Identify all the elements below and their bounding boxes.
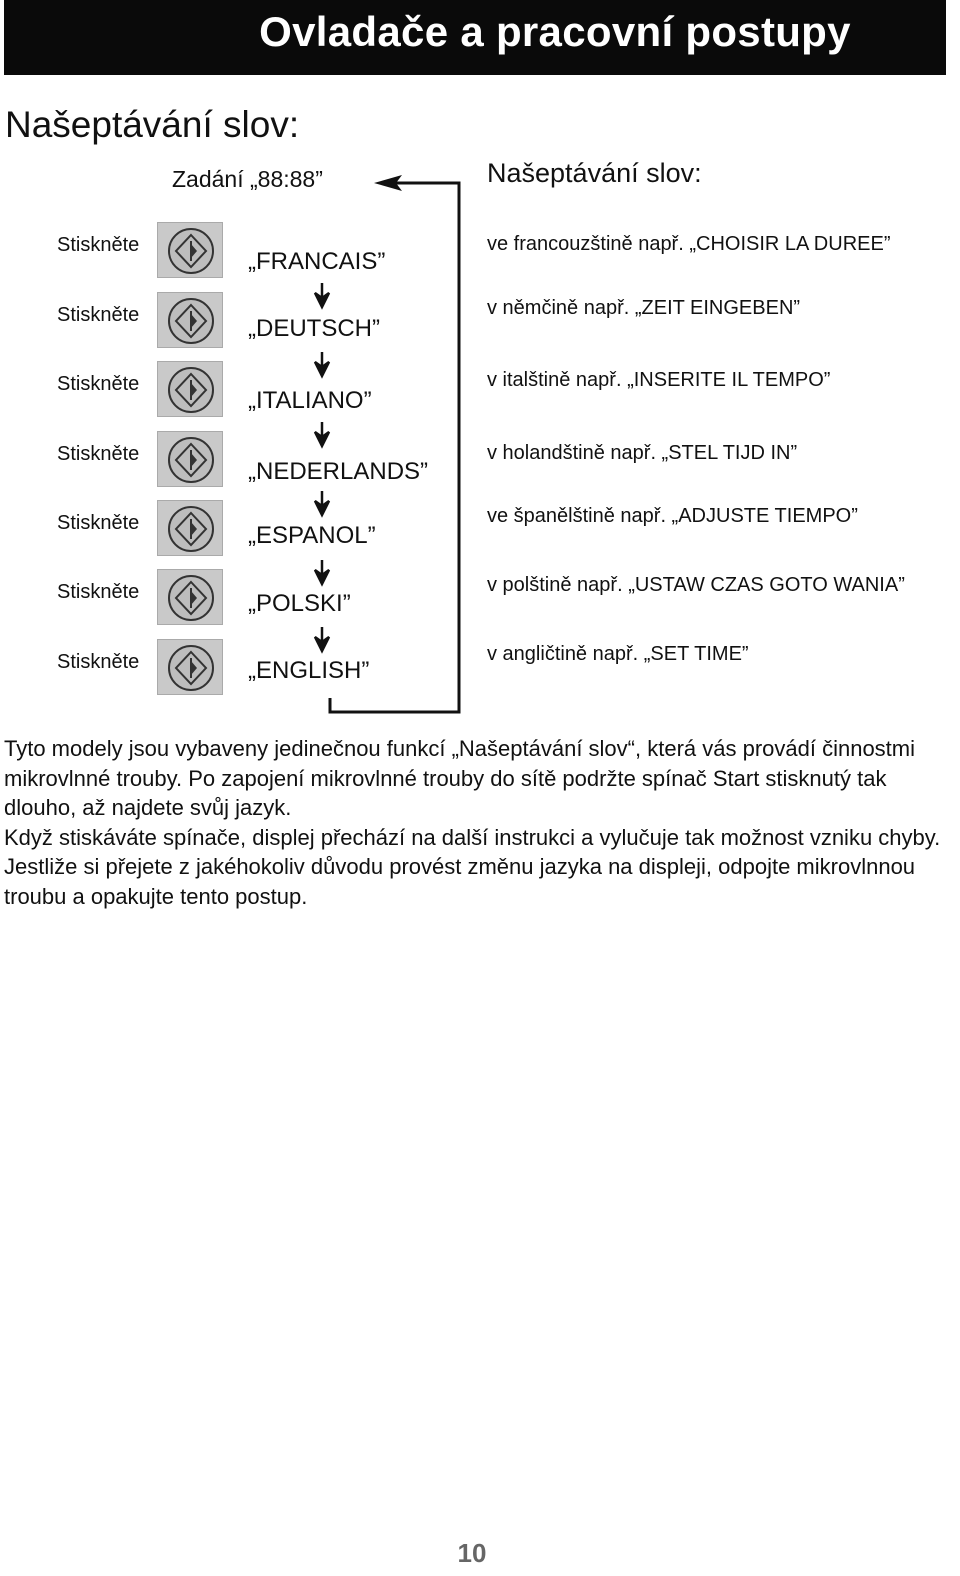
language-example: ve francouzštině např. „CHOISIR LA DUREE”	[487, 233, 891, 255]
language-example: ve španělštině např. „ADJUSTE TIEMPO”	[487, 505, 858, 527]
start-button[interactable]	[157, 500, 223, 556]
language-example: v holandštině např. „STEL TIJD IN”	[487, 442, 798, 464]
language-option: „DEUTSCH”	[248, 315, 380, 342]
press-label: Stiskněte	[57, 581, 140, 603]
arrow-down-icon	[315, 560, 329, 584]
start-diamond-icon	[162, 225, 220, 277]
start-button[interactable]	[157, 431, 223, 487]
paragraph: Když stiskáváte spínače, displej přechází na další instrukci a vylučuje tak možnost vzniku chyby.	[4, 824, 941, 850]
press-label: Stiskněte	[57, 443, 140, 465]
start-diamond-icon	[162, 642, 220, 694]
press-label: Stiskněte	[57, 304, 140, 326]
arrow-down-icon	[315, 283, 329, 307]
press-label: Stiskněte	[57, 512, 140, 534]
start-button[interactable]	[157, 222, 223, 278]
paragraph: Jestliže si přejete z jakéhokoliv důvodu provést změnu jazyka na displeji, odpojte mikrovlnnou troubu a opakujte tento postup.	[4, 854, 916, 909]
language-option: „FRANCAIS”	[248, 248, 386, 275]
language-option: „POLSKI”	[248, 590, 351, 617]
input-label: Zadání „88:88”	[172, 166, 323, 192]
examples-title: Našeptávání slov:	[487, 158, 702, 188]
language-example: v němčině např. „ZEIT EINGEBEN”	[487, 297, 801, 319]
language-option: „ITALIANO”	[248, 387, 372, 414]
language-example: v italštině např. „INSERITE IL TEMPO”	[487, 369, 831, 391]
press-label: Stiskněte	[57, 373, 140, 395]
press-label: Stiskněte	[57, 234, 140, 256]
start-diamond-icon	[162, 295, 220, 347]
language-option: „ESPANOL”	[248, 522, 376, 549]
arrow-down-icon	[315, 627, 329, 651]
page-title: Ovladače a pracovní postupy	[259, 8, 851, 55]
paragraph: Tyto modely jsou vybaveny jedinečnou funkcí „Našeptávání slov“, která vás provádí činnostmi mikrovlnné trouby. Po zapojení mikrovlnné trouby do sítě podržte spínač Start stisknutý tak dlouho, až najdete svůj jazyk.	[4, 736, 916, 820]
arrow-down-icon	[315, 422, 329, 446]
section-title: Našeptávání slov:	[5, 104, 300, 145]
start-diamond-icon	[162, 503, 220, 555]
start-diamond-icon	[162, 434, 220, 486]
start-diamond-icon	[162, 364, 220, 416]
start-button[interactable]	[157, 639, 223, 695]
press-label: Stiskněte	[57, 651, 140, 673]
start-button[interactable]	[157, 361, 223, 417]
start-diamond-icon	[162, 572, 220, 624]
page-number: 10	[457, 1538, 487, 1568]
start-button[interactable]	[157, 569, 223, 625]
start-button[interactable]	[157, 292, 223, 348]
instructions-text	[4, 734, 944, 911]
arrow-down-icon	[315, 491, 329, 515]
language-example: v polštině např. „USTAW CZAS GOTO WANIA”	[487, 574, 905, 596]
language-example: v angličtině např. „SET TIME”	[487, 643, 749, 665]
language-option: „NEDERLANDS”	[248, 458, 429, 485]
arrow-down-icon	[315, 352, 329, 376]
language-option: „ENGLISH”	[248, 657, 370, 684]
